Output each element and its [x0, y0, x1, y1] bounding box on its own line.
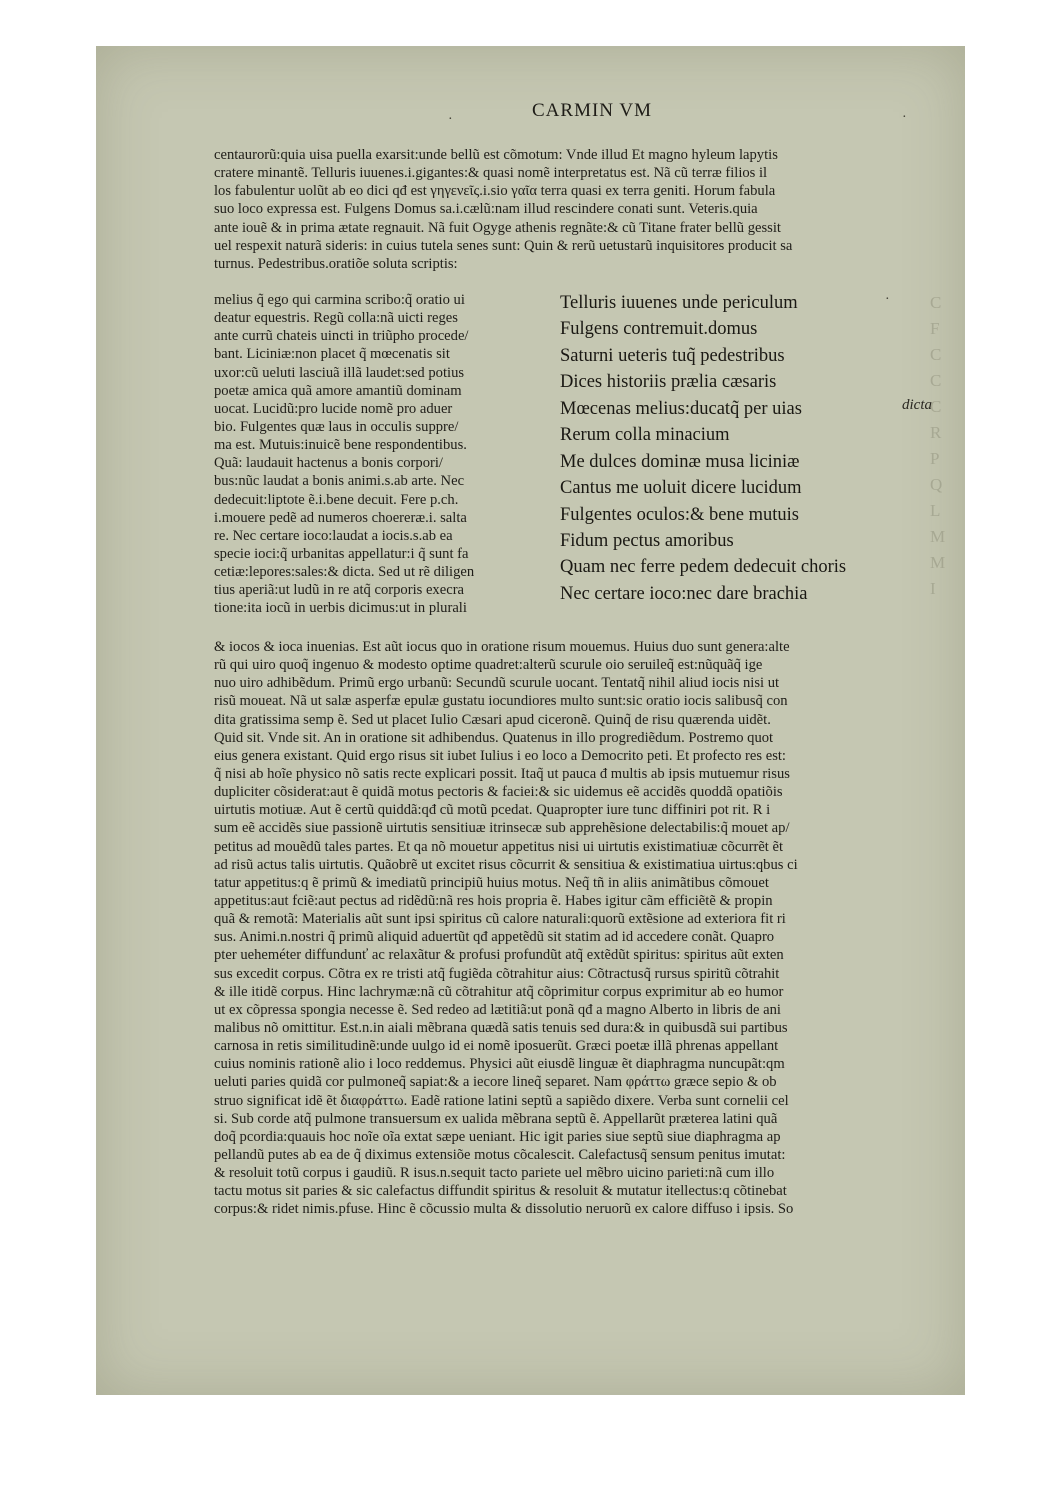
verse-line: Telluris iuuenes unde periculum	[560, 293, 798, 313]
text-line: cratere minantẽ. Telluris iuuenes.i.gigantes:& quasi nomẽ interpretatus est. Nã cũ terræ filios il	[214, 165, 768, 182]
ink-dot: ·	[885, 292, 890, 307]
verse-line: Quam nec ferre pedem dedecuit choris	[560, 557, 847, 578]
text-line: los fabulentur uolũt ab eo dici qđ est γηγενεῖς.i.sio γαῖα terra quasi ex terra geniti. Horum fabula	[214, 183, 776, 200]
text-line: & iocos & ioca inuenias. Est aũt iocus quo in oratione risum mouemus. Huius duo sunt genera:alte	[214, 639, 790, 655]
text-line: re. Nec certare ioco:laudat a iocis.s.ab ea	[214, 527, 453, 544]
text-line: eius genera existant. Quid ergo risus sit iubet Iulius i eo loco a Democrito peti. Et profecto res est:	[214, 747, 786, 764]
text-line: & ille itidẽ corpus. Hinc lachrymæ:nã cũ cõtrahitur atq̃ cõprimitur corpus exprimitur ab eo humor	[214, 983, 784, 1000]
text-line: uirtutis motiuæ. Aut ẽ certũ quiddã:qđ cũ motũ pcedat. Quapropter iure tunc diffiniri pot rit. R i	[214, 802, 771, 819]
text-line: ante iouẽ & in prima ætate regnauit. Nã fuit Ogyge athenis regnãte:& cũ Titane frater bellũ gessit	[214, 219, 781, 236]
verse-line: Rerum colla minacium	[560, 425, 730, 446]
commentary-top	[214, 146, 934, 273]
text-line: sus. Animi.n.nostri q̃ primũ aliquid aduertũt qđ appetẽdũ sit statim ad id accedere conãt. Quapro	[214, 929, 775, 946]
text-line: risũ moueat. Nã ut salæ asperfæ epulæ gustatu iocundiores multo sunt:sic oratio iocis salibusq̃ con	[214, 693, 788, 710]
text-line: melius q̃ ego qui carmina scribo:q̃ oratio ui	[214, 292, 465, 308]
text-line: carnosa in retis similitudinẽ:unde uulgo id ei nomẽ iposuerũt. Græci poetæ illã phrenas appellant	[214, 1038, 779, 1055]
text-line: cetiæ:lepores:sales:& dicta. Sed ut rẽ diligen	[214, 564, 475, 581]
text-line: nuo uiro adhibẽdum. Primũ ergo urbanũ: Secundũ scurule uocant. Tentatq̃ nihil aliud iocis nisi ut	[214, 675, 780, 692]
text-line: appetitus:aut fciẽ:aut pectus ad ridẽdũ:nã res hois propria ẽ. Habes igitur cãm efficiẽtẽ & propin	[214, 892, 773, 909]
show-through-ghost: C F C C C R P Q L M M I	[930, 293, 946, 598]
text-line: specie ioci:q̃ urbanitas appellatur:i q̃ sunt fa	[214, 545, 469, 562]
verse-line: Dices historiis prælia cæsaris	[560, 372, 777, 393]
verse-line: Saturni ueteris tuq̃ pedestribus	[560, 345, 785, 366]
text-line: ut ex cõpressa spongia necesse ẽ. Sed redeo ad lætitiã:ut ponã qđ a magno Alberto in libris de ani	[214, 1001, 781, 1018]
text-line: Quid sit. Vnde sit. An in oratione sit adhibendus. Quatenus in illo progrediẽdum. Postremo quot	[214, 729, 774, 746]
text-line: pter ueheméter diffundunť ac relaxãtur & profusi profundũt atq̃ extẽdũt spiritus: spiritus aũt exten	[214, 947, 784, 964]
text-line: pellandũ putes ab ea de q̃ diximus extensiõe motus cõcalescit. Calefactusq̃ sensum penitus imutat:	[214, 1146, 786, 1163]
text-line: tactu motus sit paries & sic calefactus diffundit spiritus & resoluit & mutatur itellectus:q cõtinebat	[214, 1183, 787, 1200]
horace-verse	[560, 290, 890, 607]
text-line: malibus nõ omittitur. Est.n.in aiali mẽbrana quædã satis tenuis sed dura:& in quibusdã sui partibus	[214, 1019, 788, 1036]
text-line: rũ qui uiro quoq̃ ingenuo & modesto optime quadret:alterũ scurule oio seruileq̃ est:nũquãq̃ ige	[214, 657, 763, 674]
text-line: bant. Liciniæ:non placet q̃ mœcenatis sit	[214, 346, 450, 363]
text-line: & resoluit totũ corpus i gaudiũ. R isus.n.sequit tacto pariete uel mẽbro uicino parieti:nã cum illo	[214, 1165, 775, 1182]
text-line: turnus. Pedestribus.oratiõe soluta scriptis:	[214, 255, 458, 272]
verse-line: Fulgens contremuit.domus	[560, 319, 758, 340]
text-line: corpus:& ridet nimis.pfuse. Hinc ẽ cõcussio multa & dissolutio neruorũ ex calore diffuso i ipsis. So	[214, 1201, 794, 1218]
verse-line: Fulgentes oculos:& bene mutuis	[560, 504, 799, 525]
marginal-annotation: dicta	[902, 397, 932, 413]
running-head: CARMIN VM	[532, 100, 653, 121]
text-line: dupliciter cõsiderat:aut ẽ quidã motus pectoris & faciei:& sic uidemus eẽ accidẽs quoddã opatiõis	[214, 784, 783, 801]
text-line: cuius nominis rationẽ alio i loco reddemus. Physici aũt eiusdẽ linguæ ẽt diaphragma nuncupãt:qm	[214, 1056, 785, 1073]
text-line: bus:nũc laudat a bonis animi.s.ab arte. Nec	[214, 473, 465, 490]
text-line: uocat. Lucidũ:pro lucide nomẽ pro aduer	[214, 400, 453, 417]
verse-line: Cantus me uoluit dicere lucidum	[560, 478, 802, 499]
commentary-bottom	[214, 638, 934, 1219]
text-line: ma est. Mutuis:inuicẽ bene respondentibus.	[214, 437, 467, 454]
text-line: deatur equestris. Regũ colla:nã uicti reges	[214, 310, 458, 327]
text-line: uxor:cũ ueluti lasciuã illã laudet:sed potius	[214, 364, 465, 381]
text-line: q̃ nisi ab hoĩe physico nõ satis recte explicari possit. Itaq̃ ut pauca đ multis ab ipsis mutuemur risus	[214, 765, 790, 782]
verse-line: Mœcenas melius:ducatq̃ per uias	[560, 398, 802, 419]
text-line: struo significat idẽ ẽt διαφράττω. Eadẽ ratione latini septũ a sapiẽdo dixere. Verba sunt cornelii cel	[214, 1092, 789, 1109]
ink-dot: ·	[902, 110, 907, 125]
text-line: ueluti paries quidã cor pulmoneq̃ sapiat:& a iecore lineq̃ separet. Nam φράττω græce sepio & ob	[214, 1074, 777, 1091]
text-line: poetæ amica quã amore amantiũ dominam	[214, 382, 462, 399]
text-line: i.mouere pedẽ ad numeros choereræ.i. salta	[214, 509, 467, 526]
text-line: dedecuit:liptote ẽ.i.bene decuit. Fere p.ch.	[214, 491, 459, 508]
text-line: sus excedit corpus. Cõtra ex re tristi atq̃ fugiẽda cõtrahitur aius: Cõtractusq̃ rursus spiritũ cõtrahit	[214, 965, 780, 982]
text-line: tatur appetitus:q ẽ primũ & imediatũ principiũ huius motus. Neq̃ tñ in aliis animãtibus cõmouet	[214, 874, 769, 891]
verse-line: Fidum pectus amoribus	[560, 530, 734, 551]
ink-dot: ·	[448, 112, 453, 127]
text-line: bio. Fulgentes quæ laus in occulis suppre/	[214, 418, 459, 435]
text-line: tius aperiã:ut ludũ in re atq̃ corporis execra	[214, 582, 465, 599]
text-line: si. Sub corde atq̃ pulmone transuersum ex ualida mẽbrana septũ ẽ. Appellarũt præterea latini quã	[214, 1110, 778, 1127]
verse-line: Nec certare ioco:nec dare brachia	[560, 583, 808, 604]
text-line: sum eẽ accidẽs siue passionẽ uirtutis sensitiuæ itrinsecæ sub apprehẽsione delectabilis:q̃ mouet ap/	[214, 820, 790, 837]
text-line: dita gratissima semp ẽ. Sed ut placet Iulio Cæsari apud ciceronẽ. Quinq̃ de risu quærenda uidẽt.	[214, 711, 771, 728]
commentary-left-column	[214, 291, 544, 618]
text-line: tione:ita iocũ in uerbis dicimus:ut in plurali	[214, 600, 467, 617]
text-line: petitus ad mouẽdũ tales partes. Et qa nõ mouetur appetitus nisi ui uirtutis existimatiuæ cõcurrẽt ẽt	[214, 838, 784, 855]
text-line: quã & remotã: Materialis aũt sunt ipsi spiritus cũ calore naturali:quorũ extẽsione ad exteriora fit ri	[214, 911, 786, 928]
text-line: ad risũ actus talis uirtutis. Quãobrẽ ut excitet risus cõcurrit & sensitiua & existimatiua uirtus:qbus ci	[214, 856, 798, 873]
text-line: Quã: laudauit hactenus a bonis corpori/	[214, 455, 443, 472]
text-line: uel respexit naturã sideris: in cuius tutela senes sunt: Quin & rerũ uetustarũ inquisitores producit sa	[214, 237, 793, 254]
text-line: suo loco expressa est. Fulgens Domus sa.i.cælũ:nam illud rescindere conati sunt. Veteris.quia	[214, 201, 758, 218]
text-line: centaurorũ:quia uisa puella exarsit:unde bellũ est cõmotum: Vnde illud Et magno hyleum lapytis	[214, 147, 778, 163]
text-line: doq̃ pcordia:quauis hoc noĩe oĩa extat sæpe ueniant. Hic igit paries siue septũ siue diaphragma ap	[214, 1128, 781, 1145]
verse-line: Me dulces dominæ musa liciniæ	[560, 451, 800, 472]
text-line: ante currũ chateis uincti in triũpho procede/	[214, 328, 469, 345]
